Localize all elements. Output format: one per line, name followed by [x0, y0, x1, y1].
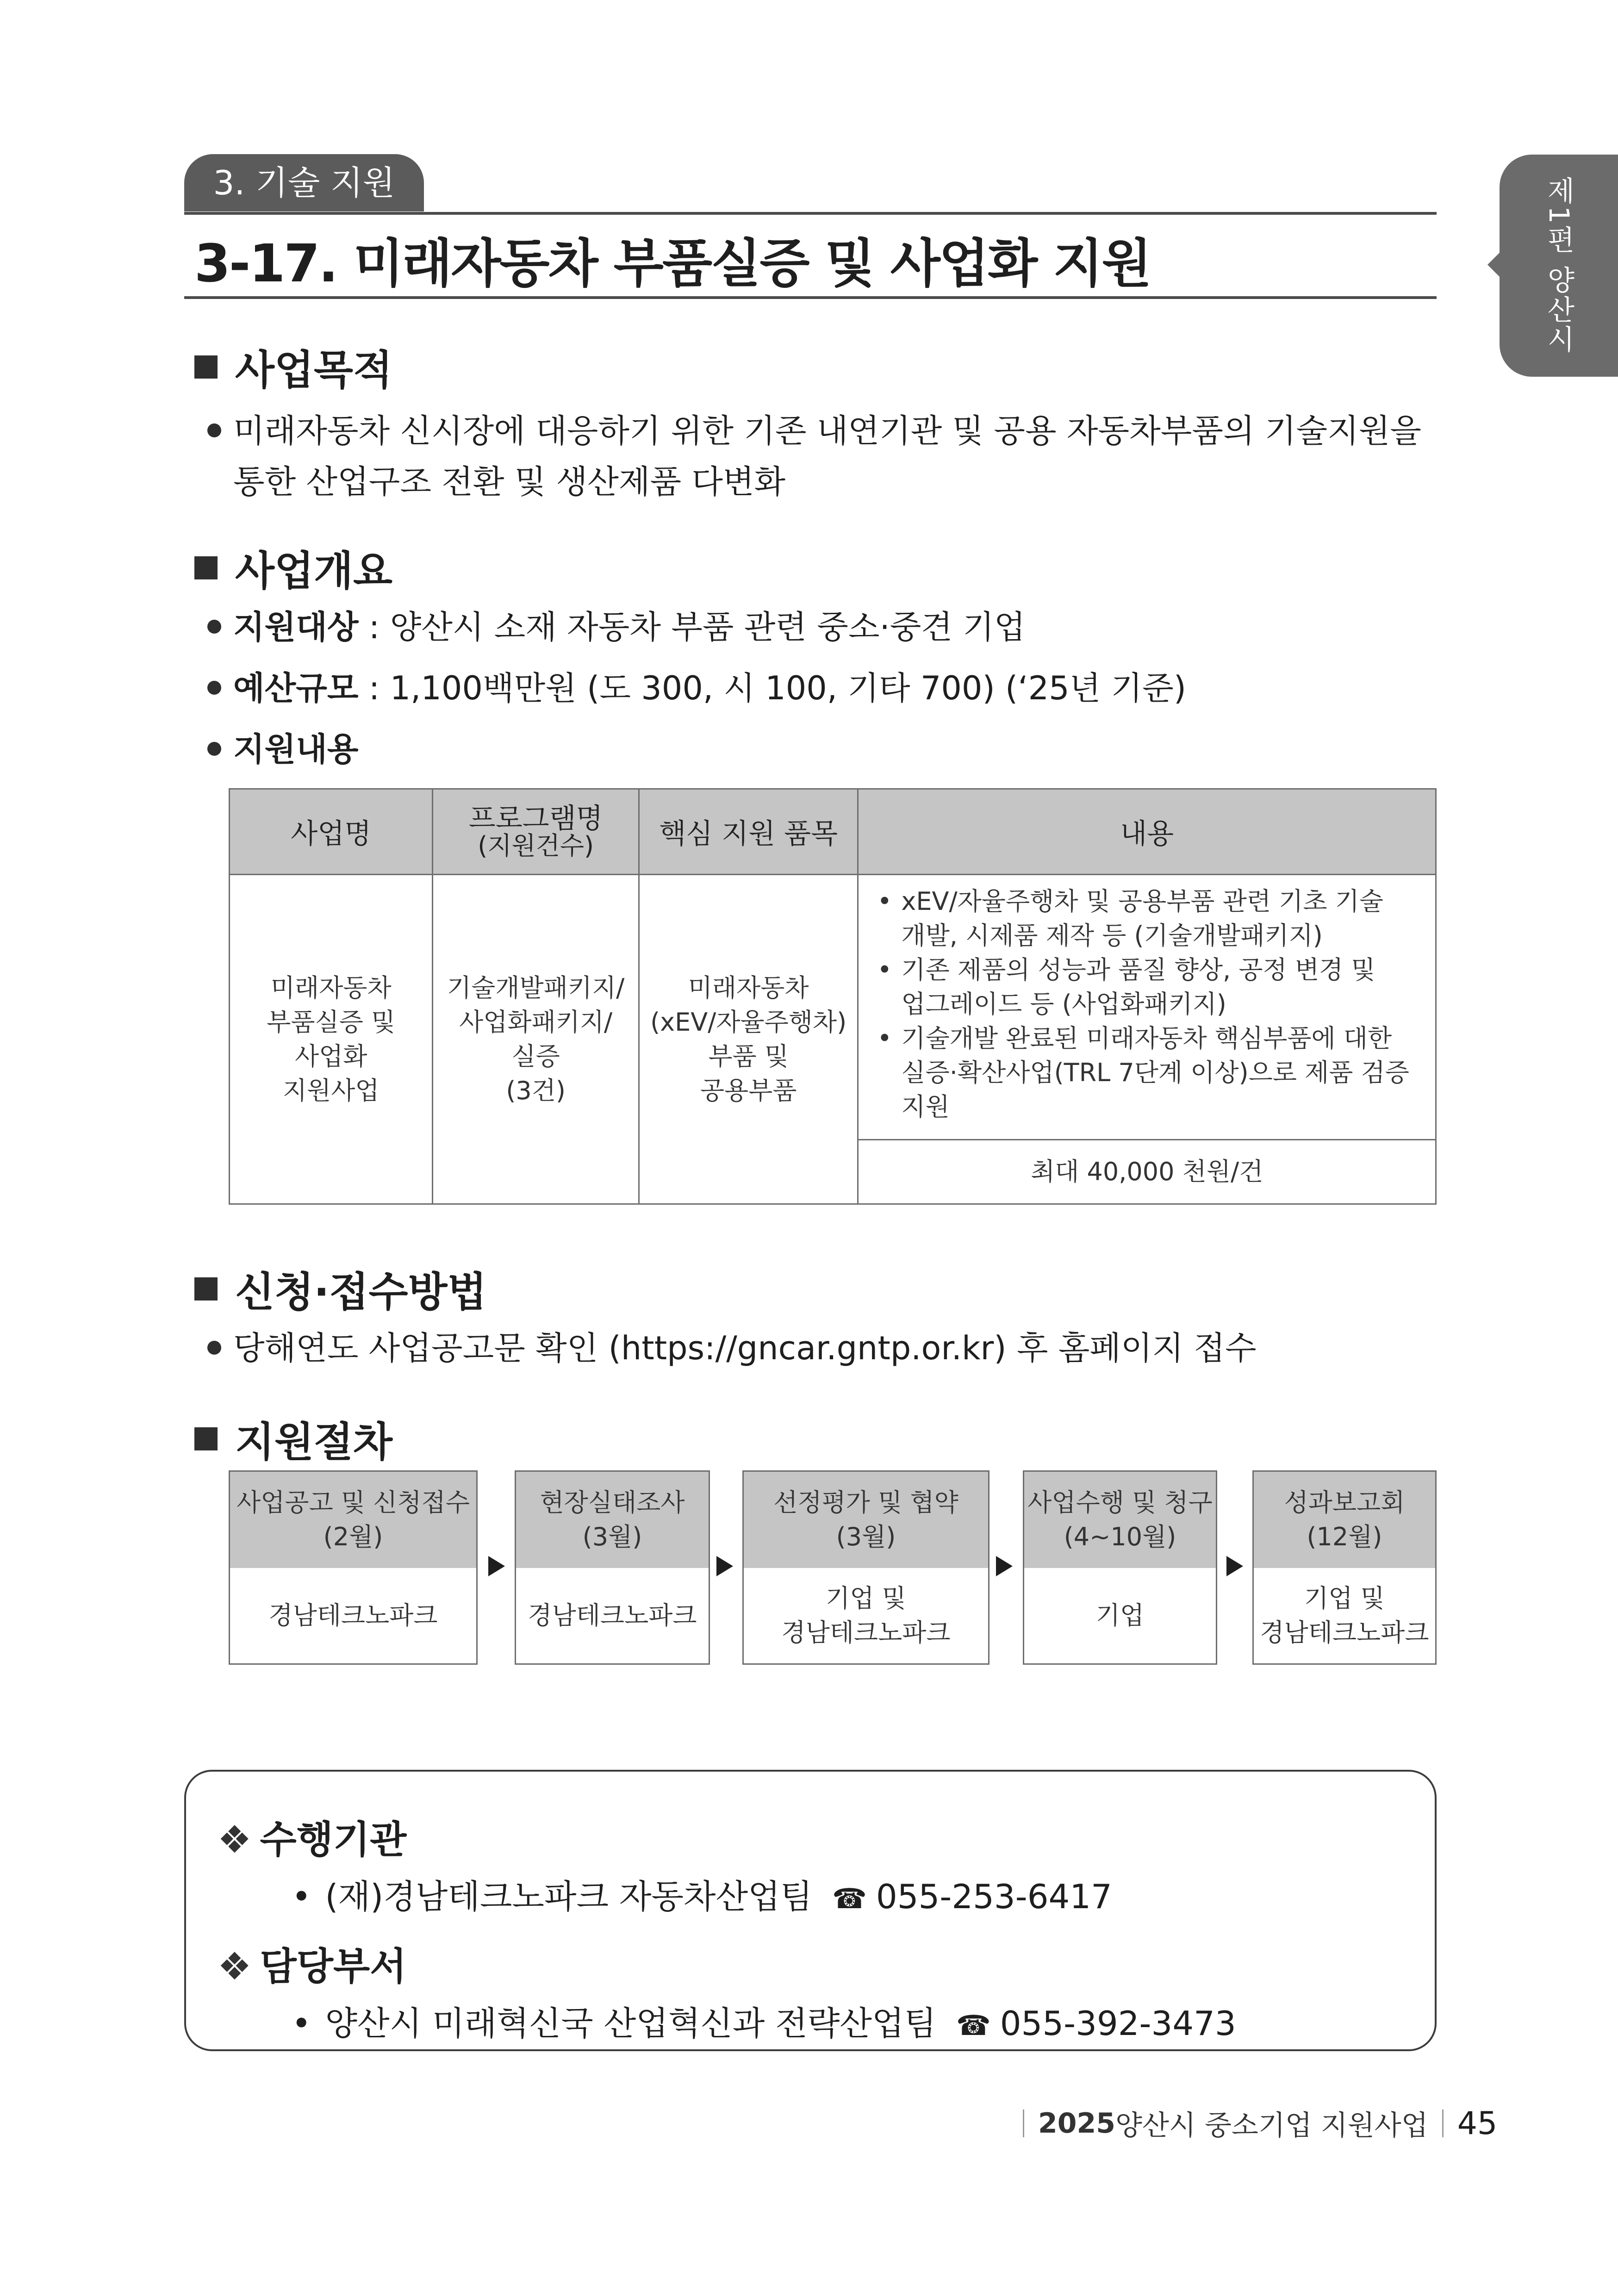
procedure-step: 성과보고회 (12월) 기업 및 경남테크노파크	[1252, 1470, 1437, 1665]
procedure-heading: 지원절차	[194, 1410, 392, 1468]
cell-program: 기술개발패키지/ 사업화패키지/ 실증 (3건)	[433, 875, 639, 1204]
dept-heading: ❖ 담당부서	[218, 1945, 407, 1989]
cell-items: 미래자동차 (xEV/자율주행차) 부품 및 공용부품	[639, 875, 858, 1204]
procedure-step: 선정평가 및 협약 (3월) 기업 및 경남테크노파크	[742, 1470, 989, 1665]
footer-divider	[1023, 2109, 1024, 2137]
bullet-dot-icon	[207, 742, 221, 756]
table-header-row	[230, 789, 1436, 875]
cell-content	[858, 875, 1436, 1140]
arrow-right-icon	[488, 1556, 505, 1576]
header-content: 내용	[858, 789, 1436, 875]
phone-icon: ☎	[956, 2010, 991, 2042]
footer-divider	[1442, 2109, 1444, 2137]
title-bottom-rule	[184, 296, 1437, 299]
support-table	[229, 788, 1437, 1205]
side-tab-label: 제1편 양산시	[1543, 176, 1575, 355]
square-bullet-icon	[194, 1427, 218, 1450]
overview-budget: 예산규모 : 1,100백만원 (도 300, 시 100, 기타 700) (‘25년 기준)	[207, 663, 1186, 714]
header-name: 사업명	[230, 789, 433, 875]
table-row	[230, 875, 1436, 1140]
page-title: 3-17. 미래자동차 부품실증 및 사업화 지원	[194, 234, 1151, 294]
bullet-dot-icon	[207, 620, 221, 634]
application-heading: 신청·접수방법	[194, 1260, 486, 1318]
footer-title: 양산시 중소기업 지원사업	[1115, 2109, 1428, 2142]
square-bullet-icon	[194, 556, 218, 579]
page-number: 45	[1457, 2105, 1498, 2142]
arrow-right-icon	[1226, 1556, 1243, 1576]
content-bullet: • 기술개발 완료된 미래자동차 핵심부품에 대한 실증·확산사업(TRL 7단계 이상)으로 제품 검증 지원	[877, 1024, 1409, 1121]
arrow-right-icon	[996, 1556, 1013, 1576]
diamond-icon: ❖	[218, 1945, 252, 1989]
side-tab-pointer	[1487, 252, 1500, 278]
purpose-text: 미래자동차 신시장에 대응하기 위한 기존 내연기관 및 공용 자동차부품의 기술지원을 통한 산업구조 전환 및 생산제품 다변화	[207, 405, 1421, 507]
procedure-step: 사업공고 및 신청접수 (2월) 경남테크노파크	[229, 1470, 478, 1665]
phone-icon: ☎	[832, 1883, 867, 1915]
section-tab: 3. 기술 지원	[184, 154, 424, 212]
cell-name: 미래자동차 부품실증 및 사업화 지원사업	[230, 875, 433, 1204]
title-top-rule	[184, 212, 1437, 215]
bullet-dot-icon	[207, 423, 221, 437]
cell-max-amount: 최대 40,000 천원/건	[858, 1140, 1436, 1204]
bullet-dot-icon	[207, 681, 221, 695]
footer	[1009, 2103, 1497, 2143]
dept-line: • 양산시 미래혁신국 산업혁신과 전략산업팀 ☎ 055-392-3473	[292, 2004, 1236, 2043]
agency-heading: ❖ 수행기관	[218, 1818, 407, 1862]
content-bullet: • xEV/자율주행차 및 공용부품 관련 기초 기술 개발, 시제품 제작 등 (기술개발패키지)	[877, 887, 1384, 950]
footer-year: 2025	[1038, 2107, 1115, 2140]
content-bullet: • 기존 제품의 성능과 품질 향상, 공정 변경 및 업그레이드 등 (사업화패키지)	[877, 955, 1375, 1019]
overview-heading: 사업개요	[194, 539, 392, 597]
square-bullet-icon	[194, 1277, 218, 1300]
bullet-dot-icon	[207, 1341, 221, 1355]
overview-target: 지원대상 : 양산시 소재 자동차 부품 관련 중소·중견 기업	[207, 602, 1026, 653]
square-bullet-icon	[194, 355, 218, 379]
agency-line: • (재)경남테크노파크 자동차산업팀 ☎ 055-253-6417	[292, 1877, 1112, 1916]
arrow-right-icon	[716, 1556, 733, 1576]
application-text: 당해연도 사업공고문 확인 (https://gncar.gntp.or.kr) 후 홈페이지 접수	[207, 1323, 1257, 1374]
procedure-step: 현장실태조사 (3월) 경남테크노파크	[515, 1470, 710, 1665]
header-program: 프로그램명 (지원건수)	[433, 789, 639, 875]
diamond-icon: ❖	[218, 1818, 252, 1862]
overview-content-label: 지원내용	[207, 724, 358, 775]
procedure-step: 사업수행 및 청구 (4~10월) 기업	[1023, 1470, 1217, 1665]
purpose-heading: 사업목적	[194, 338, 392, 396]
header-items: 핵심 지원 품목	[639, 789, 858, 875]
